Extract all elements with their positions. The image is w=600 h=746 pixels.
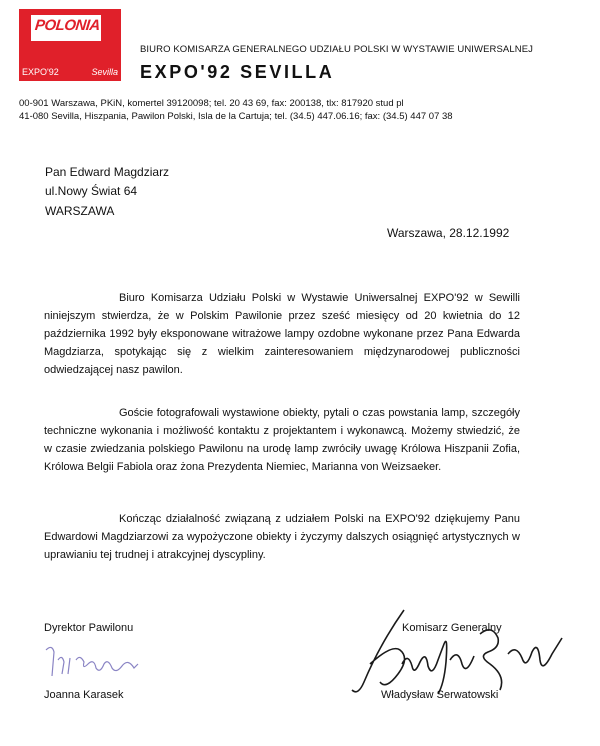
logo-footer — [22, 67, 118, 77]
right-signatory-title: Komisarz Generalny — [402, 622, 502, 634]
logo-word: POLONIA — [34, 17, 101, 34]
left-signatory-title: Dyrektor Pawilonu — [44, 622, 134, 634]
left-signatory-name: Joanna Karasek — [44, 689, 124, 701]
office-name: BIURO KOMISARZA GENERALNEGO UDZIAŁU POLSKI W WYSTAWIE UNIWERSALNEJ — [140, 44, 533, 55]
address-warsaw: 00-901 Warszawa, PKiN, komertel 39120098; tel. 20 43 69, fax: 200138, tlx: 817920 stud pl — [19, 98, 404, 109]
logo-expo: EXPO'92 — [22, 67, 59, 77]
recipient-name: Pan Edward Magdziarz — [45, 165, 170, 179]
letterhead-title: EXPO'92 SEVILLA — [140, 62, 335, 82]
body-paragraph-2: Goście fotografowali wystawione obiekty, pytali o czas powstania lamp, szczegóły techniczne wykonania i możliwość kontaktu z projektantem i wykonawcą. Możemy stwiedzić, że w czasie zwiedzania polskiego Pawilonu na urodę lamp zwróciły uwagę Królowa Hiszpanii Zofia, Królowa Belgii Fabiola oraz żona Prezydenta Niemiec, Marianna von Weizsaeker. — [44, 407, 520, 473]
body-paragraph-3: Kończąc działalność związaną z udziałem Polski na EXPO'92 dziękujemy Panu Edwardowi Magdziarzowi za wypożyczone obiekty i życzymy dalszych osiągnięć artystycznych w uprawianiu tej trudnej i atrakcyjnej dyscypliny. — [44, 513, 520, 561]
address-sevilla: 41-080 Sevilla, Hiszpania, Pawilon Polski, Isla de la Cartuja; tel. (34.5) 447.06.16; fax: (34.5) 447 07 38 — [19, 111, 453, 122]
recipient-city: WARSZAWA — [45, 204, 115, 218]
logo-city: Sevilla — [91, 67, 118, 77]
letter-date: Warszawa, 28.12.1992 — [387, 226, 510, 240]
recipient-street: ul.Nowy Świat 64 — [45, 184, 138, 198]
left-signature — [40, 640, 150, 684]
right-signatory-name: Władysław Serwatowski — [381, 689, 499, 701]
polonia-logo — [19, 9, 121, 81]
body-paragraph-1: Biuro Komisarza Udziału Polski w Wystawie Uniwersalnej EXPO'92 w Sewilli niniejszym stwierdza, że w Polskim Pawilonie przez sześć miesięcy od 20 kwietnia do 12 października 1992 były eksponowane witrażowe lampy ozdobne wykonane przez Pana Edwarda Magdziarza, spotykając się z wielkim zainteresowaniem międzynarodowej publiczności odwiedzającej nasz pawilon. — [44, 292, 520, 376]
